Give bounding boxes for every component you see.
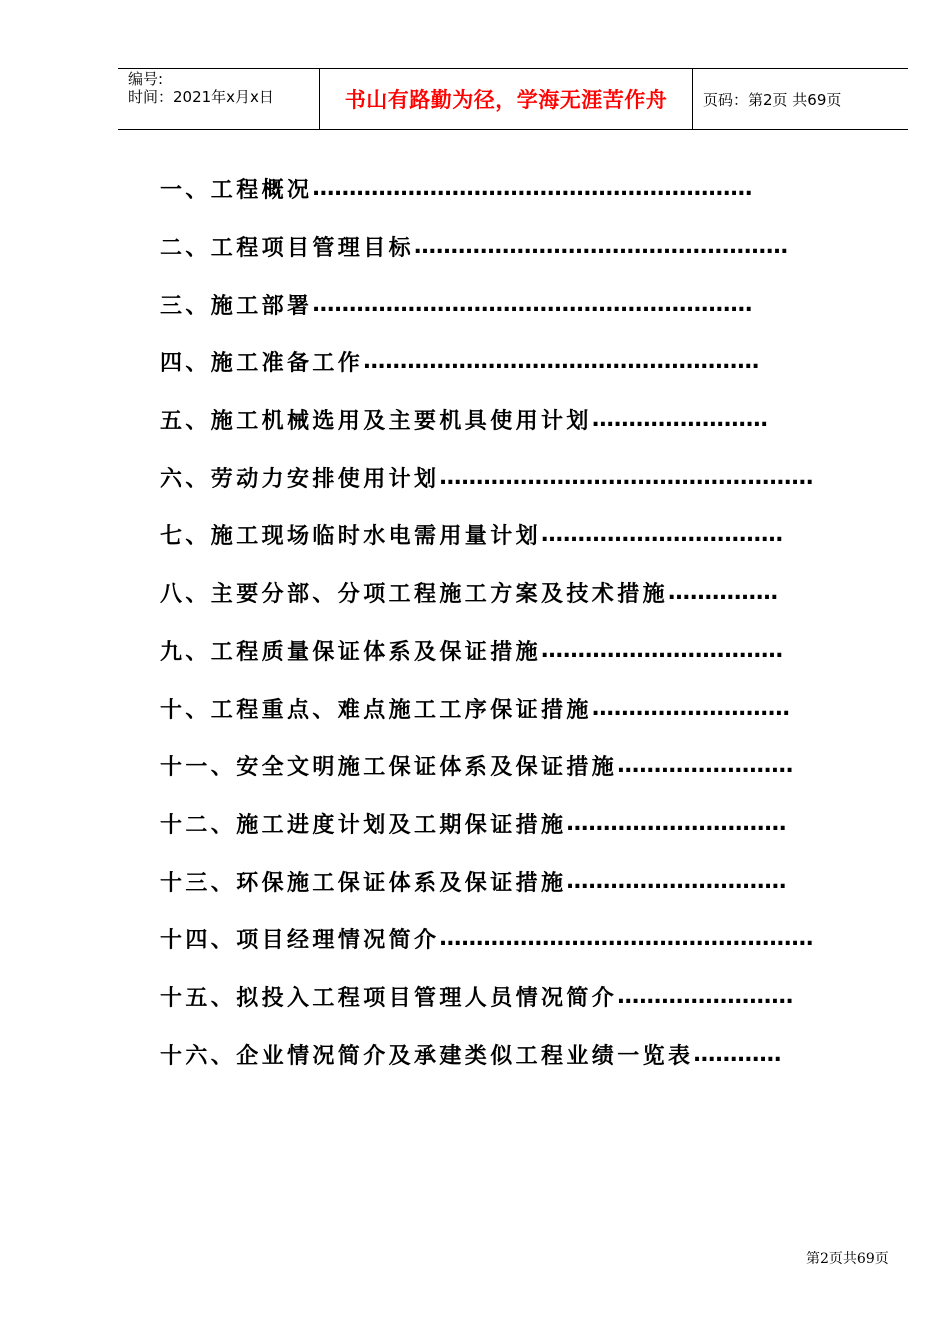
toc-entry-title: 三、施工部署 — [160, 293, 313, 319]
header-motto: 书山有路勤为径，学海无涯苦作舟 — [320, 69, 693, 129]
toc-dot-leader: …………… — [668, 580, 779, 606]
toc-entry-title: 二、工程项目管理目标 — [160, 236, 415, 262]
toc-entry[interactable] — [160, 968, 860, 1026]
header-number-label: 编号: — [128, 70, 164, 88]
toc-entry[interactable] — [160, 218, 860, 276]
toc-entry[interactable] — [160, 448, 860, 506]
toc-dot-leader: ………… — [693, 1041, 782, 1067]
table-of-contents — [160, 160, 860, 1083]
header-meta — [118, 69, 320, 129]
toc-entry[interactable] — [160, 910, 860, 968]
toc-entry[interactable] — [160, 564, 860, 622]
toc-entry[interactable] — [160, 622, 860, 680]
toc-entry[interactable] — [160, 391, 860, 449]
toc-entry-title: 八、主要分部、分项工程施工方案及技术措施 — [160, 582, 669, 608]
toc-entry[interactable] — [160, 852, 860, 910]
toc-dot-leader: …………………… — [617, 753, 794, 779]
toc-entry[interactable] — [160, 737, 860, 795]
toc-dot-leader: …………………………………………………… — [312, 176, 753, 202]
toc-dot-leader: …………………………… — [541, 522, 784, 548]
toc-entry-title: 七、施工现场临时水电需用量计划 — [160, 524, 542, 550]
toc-dot-leader: …………………………………………………… — [312, 291, 753, 317]
toc-dot-leader: …………………… — [617, 983, 794, 1009]
toc-dot-leader: ………………………… — [566, 868, 787, 894]
toc-entry-title: 十三、环保施工保证体系及保证措施 — [160, 870, 567, 896]
toc-entry[interactable] — [160, 795, 860, 853]
toc-entry[interactable] — [160, 1025, 860, 1083]
toc-dot-leader: ………………………… — [566, 810, 787, 836]
toc-dot-leader: ……………………………………………… — [363, 349, 760, 375]
toc-dot-leader: …………………………………………… — [439, 464, 814, 490]
toc-entry-title: 九、工程质量保证体系及保证措施 — [160, 639, 542, 665]
toc-entry-title: 十、工程重点、难点施工工序保证措施 — [160, 697, 592, 723]
toc-dot-leader: …………………… — [591, 407, 768, 433]
toc-entry[interactable] — [160, 679, 860, 737]
toc-dot-leader: ……………………… — [591, 695, 790, 721]
header-date: 时间：2021年x月x日 — [128, 88, 274, 106]
toc-entry-title: 十一、安全文明施工保证体系及保证措施 — [160, 755, 618, 781]
toc-dot-leader: …………………………… — [541, 637, 784, 663]
page-header — [118, 68, 908, 130]
toc-entry-title: 一、工程概况 — [160, 178, 313, 204]
toc-entry[interactable] — [160, 275, 860, 333]
toc-entry-title: 六、劳动力安排使用计划 — [160, 466, 440, 492]
toc-dot-leader: …………………………………………… — [414, 234, 789, 260]
toc-entry[interactable] — [160, 160, 860, 218]
toc-entry-title: 十六、企业情况简介及承建类似工程业绩一览表 — [160, 1043, 694, 1069]
toc-entry-title: 五、施工机械选用及主要机具使用计划 — [160, 409, 592, 435]
toc-entry[interactable] — [160, 333, 860, 391]
toc-entry[interactable] — [160, 506, 860, 564]
header-page-info: 页码：第2页 共69页 — [703, 90, 842, 109]
page-footer: 第2页共69页 — [806, 1251, 889, 1267]
toc-dot-leader: …………………………………………… — [439, 926, 814, 952]
toc-entry-title: 十五、拟投入工程项目管理人员情况简介 — [160, 985, 618, 1011]
toc-entry-title: 四、施工准备工作 — [160, 351, 364, 377]
toc-entry-title: 十二、施工进度计划及工期保证措施 — [160, 812, 567, 838]
toc-entry-title: 十四、项目经理情况简介 — [160, 928, 440, 954]
